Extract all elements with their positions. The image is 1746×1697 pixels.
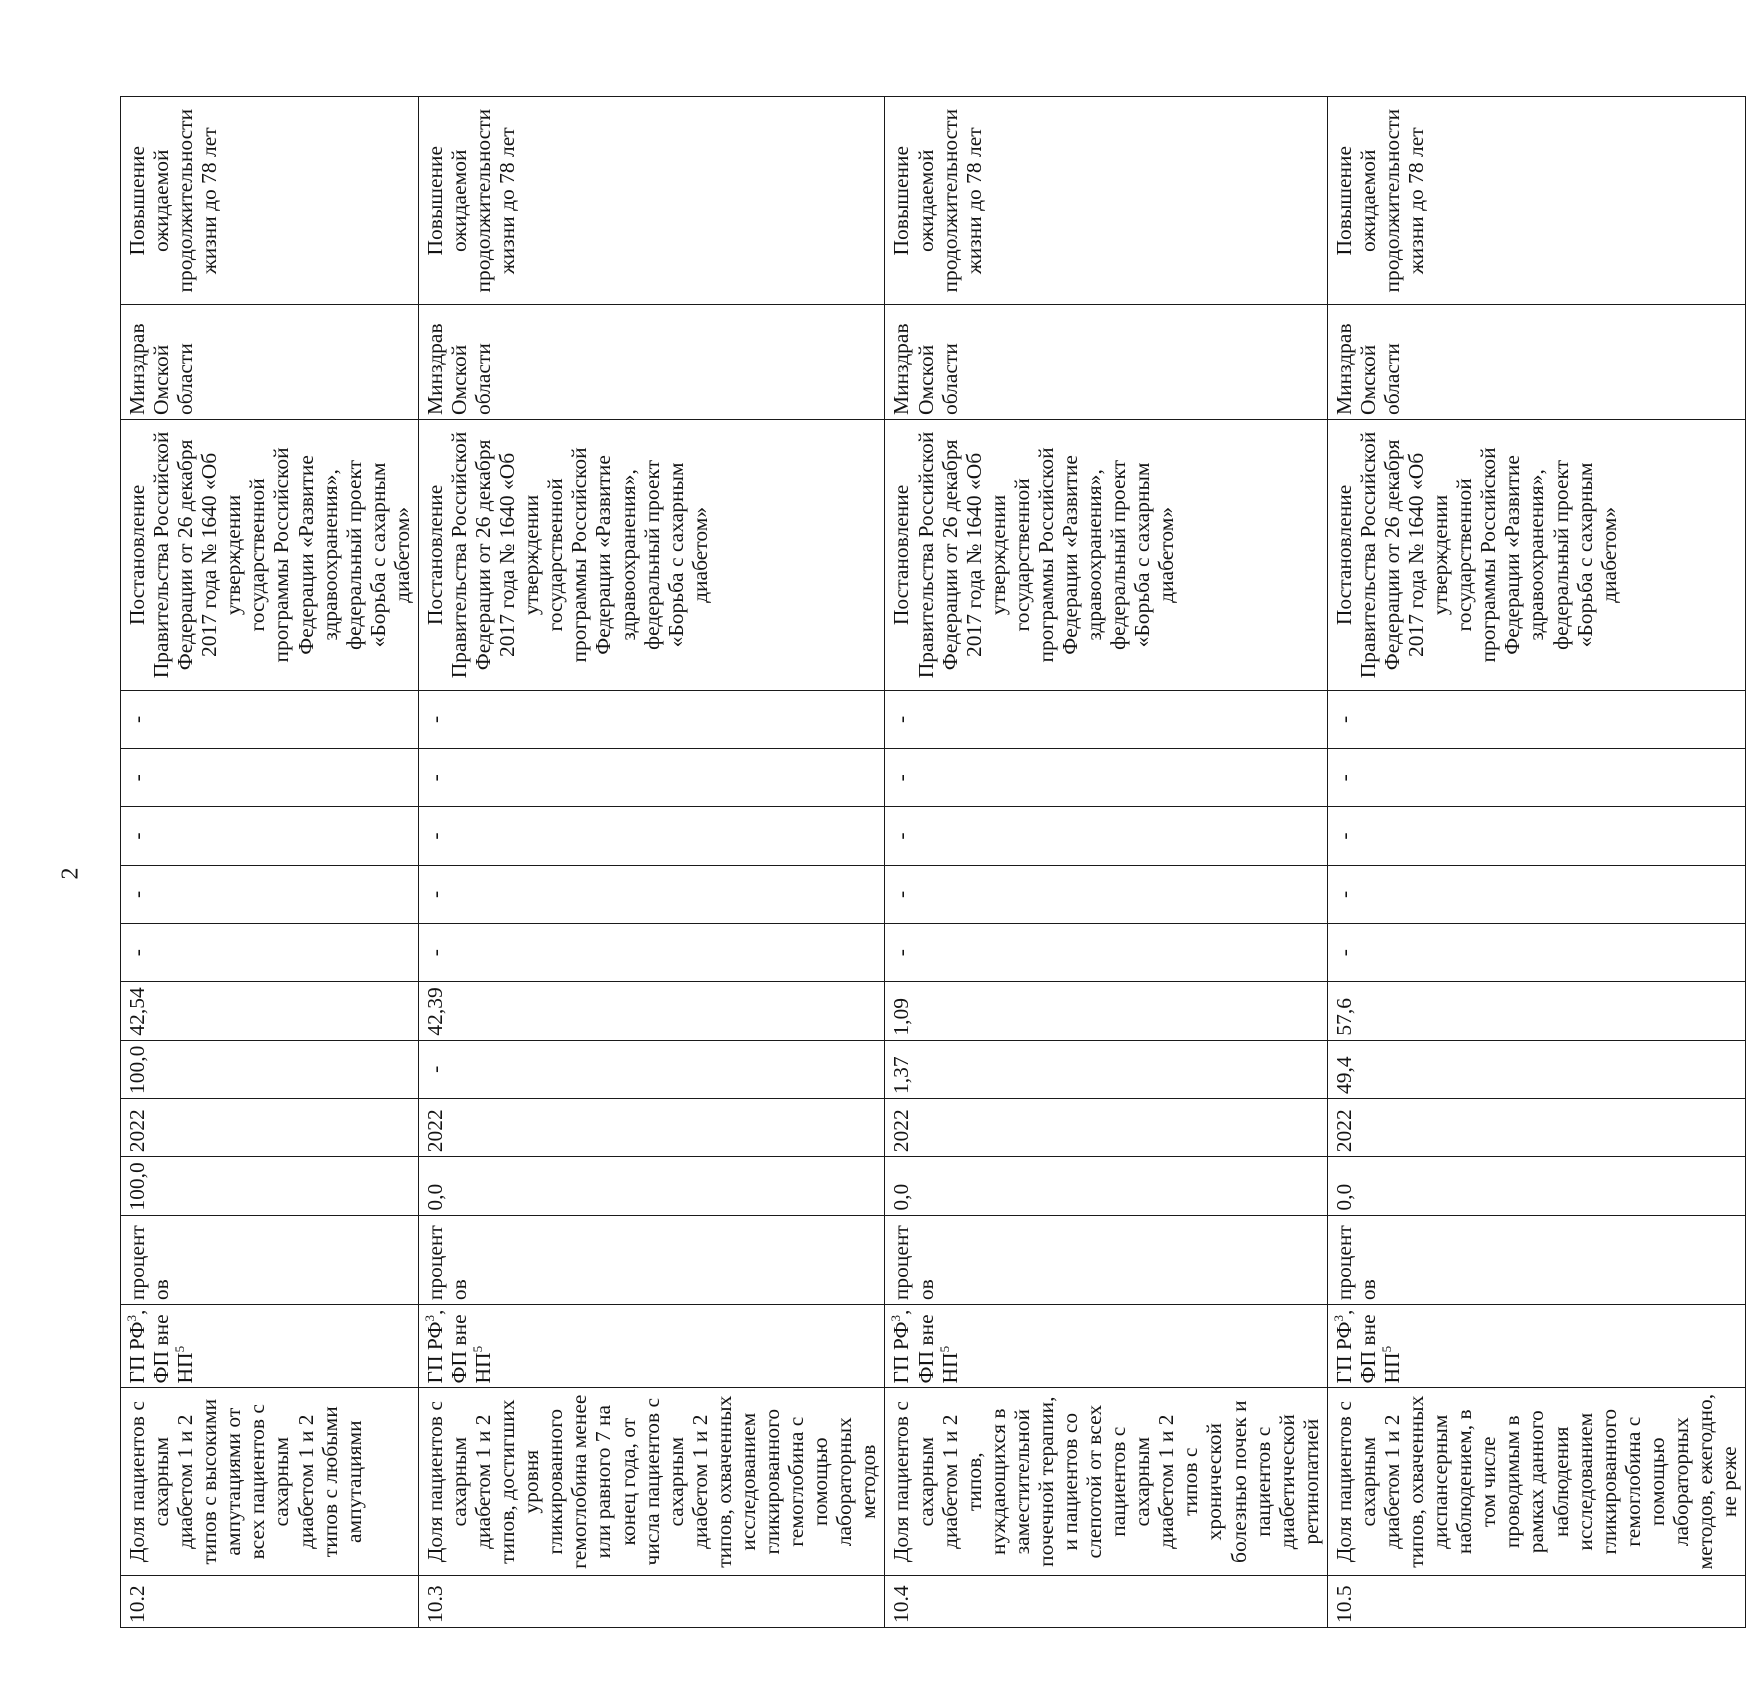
indicator-name: Доля пациентов с сахарным диабетом 1 и 2 типов, охваченных диспансерным наблюдением, в том числе проводимым в рамках данного наблюдения исследованием гликированного гемоглобина с помощью лабораторных методов, ежегодно, не реже xyxy=(1327,1388,1745,1575)
indicator-level xyxy=(121,1305,419,1388)
value-2026: - xyxy=(885,924,1327,982)
level-rest: , ФП вне НП xyxy=(889,1309,962,1384)
level-gp-footnote: 3 xyxy=(888,1315,904,1322)
value-2028: - xyxy=(121,807,419,865)
level-np-footnote: 5 xyxy=(172,1345,187,1353)
level-gp-footnote: 3 xyxy=(421,1315,437,1322)
responsible-body: Минздрав Омской области xyxy=(121,305,419,420)
base-value: 100,0 xyxy=(121,1157,419,1215)
value-2025: 1,09 xyxy=(885,982,1327,1040)
value-2025: 42,39 xyxy=(418,982,884,1040)
indicator-name: Доля пациентов с сахарным диабетом 1 и 2 типов, нуждающихся в заместительной почечной терапии, и пациентов со слепотой от всех пациентов с сахарным диабетом 1 и 2 типов с хронической болезнью почек и пациентов с диабетической ретинопатией xyxy=(885,1388,1327,1575)
value-2025: 42,54 xyxy=(121,982,419,1040)
table-row xyxy=(885,97,1327,1628)
level-gp: ГП РФ xyxy=(1331,1321,1356,1384)
value-2026: - xyxy=(418,924,884,982)
value-2025: 57,6 xyxy=(1327,982,1745,1040)
indicator-level xyxy=(1327,1305,1745,1388)
value-2027: - xyxy=(885,865,1327,923)
base-year: 2022 xyxy=(418,1098,884,1156)
value-2024: 49,4 xyxy=(1327,1040,1745,1098)
value-2028: - xyxy=(418,807,884,865)
value-2029: - xyxy=(1327,749,1745,807)
table-row xyxy=(1327,97,1745,1628)
level-rest: , ФП вне НП xyxy=(422,1309,496,1384)
value-2026: - xyxy=(1327,924,1745,982)
indicator-name: Доля пациентов с сахарным диабетом 1 и 2 типов с высокими ампутациями от всех пациентов с сахарным диабетом 1 и 2 типов с любыми ампутациями xyxy=(121,1388,419,1575)
normative-document: Постановление Правительства Российской Федерации от 26 декабря 2017 года № 1640 «Об утверждении государственной программы Российской Федерации «Развитие здравоохранения», федеральный проект «Борьба с сахарным диабетом» xyxy=(121,420,419,691)
level-gp-footnote: 3 xyxy=(1330,1315,1346,1322)
unit-of-measure: процентов xyxy=(121,1215,419,1305)
value-2028: - xyxy=(1327,807,1745,865)
base-year: 2022 xyxy=(1327,1098,1745,1156)
value-2030: - xyxy=(418,690,884,748)
row-number: 10.4 xyxy=(885,1575,1327,1627)
national-goal: Повышение ожидаемой продолжительности жизни до 78 лет xyxy=(121,97,419,305)
national-goal: Повышение ожидаемой продолжительности жизни до 78 лет xyxy=(885,97,1327,305)
level-gp: ГП РФ xyxy=(125,1321,149,1384)
unit-of-measure: процентов xyxy=(418,1215,884,1305)
value-2030: - xyxy=(1327,690,1745,748)
table-row xyxy=(418,97,884,1628)
row-number: 10.5 xyxy=(1327,1575,1745,1627)
table-row xyxy=(121,97,419,1628)
national-goal: Повышение ожидаемой продолжительности жизни до 78 лет xyxy=(418,97,884,305)
value-2024: 1,37 xyxy=(885,1040,1327,1098)
indicator-level xyxy=(418,1305,884,1388)
value-2024: 100,0 xyxy=(121,1040,419,1098)
level-rest: , ФП вне НП xyxy=(1331,1309,1404,1384)
rotated-table-wrapper xyxy=(120,96,1742,1628)
unit-of-measure: процентов xyxy=(1327,1215,1745,1305)
normative-document: Постановление Правительства Российской Федерации от 26 декабря 2017 года № 1640 «Об утверждении государственной программы Российской Федерации «Развитие здравоохранения», федеральный проект «Борьба с сахарным диабетом» xyxy=(1327,420,1745,691)
level-gp-footnote: 3 xyxy=(123,1315,139,1322)
base-year: 2022 xyxy=(121,1098,419,1156)
indicators-table xyxy=(120,96,1746,1628)
unit-of-measure: процентов xyxy=(885,1215,1327,1305)
value-2029: - xyxy=(418,749,884,807)
value-2028: - xyxy=(885,807,1327,865)
normative-document: Постановление Правительства Российской Федерации от 26 декабря 2017 года № 1640 «Об утверждении государственной программы Российской Федерации «Развитие здравоохранения», федеральный проект «Борьба с сахарным диабетом» xyxy=(885,420,1327,691)
responsible-body: Минздрав Омской области xyxy=(1327,305,1745,420)
responsible-body: Минздрав Омской области xyxy=(885,305,1327,420)
national-goal: Повышение ожидаемой продолжительности жизни до 78 лет xyxy=(1327,97,1745,305)
value-2029: - xyxy=(885,749,1327,807)
value-2030: - xyxy=(121,690,419,748)
level-np-footnote: 5 xyxy=(469,1345,485,1353)
value-2024: - xyxy=(418,1040,884,1098)
base-value: 0,0 xyxy=(885,1157,1327,1215)
level-rest: , ФП вне НП xyxy=(125,1309,198,1384)
responsible-body: Минздрав Омской области xyxy=(418,305,884,420)
level-gp: ГП РФ xyxy=(422,1321,447,1384)
level-np-footnote: 5 xyxy=(936,1345,952,1353)
row-number: 10.3 xyxy=(418,1575,884,1627)
normative-document: Постановление Правительства Российской Федерации от 26 декабря 2017 года № 1640 «Об утверждении государственной программы Российской Федерации «Развитие здравоохранения», федеральный проект «Борьба с сахарным диабетом» xyxy=(418,420,884,691)
base-value: 0,0 xyxy=(1327,1157,1745,1215)
indicator-name: Доля пациентов с сахарным диабетом 1 и 2 типов, достигших уровня гликированного гемоглобина менее или равного 7 на конец года, от числа пациентов с сахарным диабетом 1 и 2 типов, охваченных исследованием гликированного гемоглобина с помощью лабораторных методов xyxy=(418,1388,884,1575)
base-year: 2022 xyxy=(885,1098,1327,1156)
base-value: 0,0 xyxy=(418,1157,884,1215)
value-2027: - xyxy=(1327,865,1745,923)
indicator-level xyxy=(885,1305,1327,1388)
value-2030: - xyxy=(885,690,1327,748)
value-2027: - xyxy=(418,865,884,923)
page-number: 2 xyxy=(57,867,84,880)
value-2027: - xyxy=(121,865,419,923)
value-2029: - xyxy=(121,749,419,807)
level-np-footnote: 5 xyxy=(1378,1345,1394,1353)
level-gp: ГП РФ xyxy=(889,1321,914,1384)
row-number: 10.2 xyxy=(121,1575,419,1627)
value-2026: - xyxy=(121,924,419,982)
